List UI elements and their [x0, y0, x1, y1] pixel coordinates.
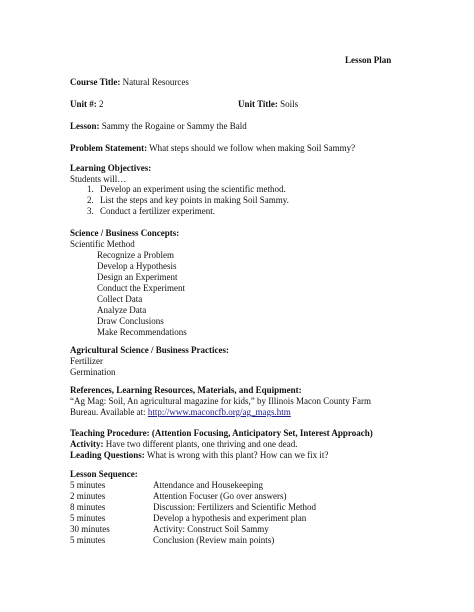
teaching-procedure-heading: Teaching Procedure: (Attention Focusing, Anticipatory Set, Interest Approach) — [70, 428, 373, 438]
ag-practice-item: Germination — [70, 367, 116, 377]
lesson-value: Sammy the Rogaine or Sammy the Bald — [101, 121, 247, 131]
course-title-label: Course Title: — [70, 77, 121, 87]
objectives-intro: Students will… — [70, 174, 127, 184]
objective-item — [87, 184, 286, 194]
problem-statement-label: Problem Statement: — [70, 143, 148, 153]
course-title-line — [70, 77, 189, 87]
sequence-time: 5 minutes — [70, 535, 106, 545]
objectives-heading: Learning Objectives: — [70, 163, 152, 173]
references-line-1: “Ag Mag: Soil, An agricultural magazine for kids,” by Illinois Macon County Farm — [70, 396, 371, 406]
sequence-time: 2 minutes — [70, 491, 106, 501]
unit-title-line — [238, 99, 298, 109]
concept-item: Design an Experiment — [97, 272, 178, 282]
objective-item — [87, 195, 289, 205]
objective-text: Conduct a fertilizer experiment. — [100, 206, 215, 216]
objective-text: Develop an experiment using the scientific method. — [100, 184, 286, 194]
objective-number: 1. — [87, 184, 94, 194]
unit-number-label: Unit #: — [70, 99, 97, 109]
sequence-time: 30 minutes — [70, 524, 110, 534]
concepts-intro: Scientific Method — [70, 239, 135, 249]
references-line-2 — [70, 407, 291, 417]
sequence-time: 8 minutes — [70, 502, 106, 512]
activity-value: Have two different plants, one thriving and one dead. — [105, 439, 298, 449]
objective-text: List the steps and key points in making Soil Sammy. — [100, 195, 289, 205]
concept-item: Analyze Data — [97, 305, 147, 315]
references-heading: References, Learning Resources, Materials, and Equipment: — [70, 385, 302, 395]
activity-label: Activity: — [70, 439, 104, 449]
unit-number-value: 2 — [99, 99, 104, 109]
concept-item: Conduct the Experiment — [97, 283, 185, 293]
sequence-time: 5 minutes — [70, 480, 106, 490]
sequence-description: Activity: Construct Soil Sammy — [153, 524, 269, 534]
ag-practice-item: Fertilizer — [70, 356, 103, 366]
objective-number: 2. — [87, 195, 94, 205]
unit-number-line — [70, 99, 104, 109]
unit-title-label: Unit Title: — [238, 99, 278, 109]
page-title: Lesson Plan — [345, 55, 392, 65]
sequence-description: Develop a hypothesis and experiment plan — [153, 513, 307, 523]
sequence-description: Discussion: Fertilizers and Scientific Method — [153, 502, 316, 512]
references-available-text: Bureau. Available at: — [70, 407, 148, 417]
leading-questions-value: What is wrong with this plant? How can we fix it? — [146, 450, 329, 460]
objective-number: 3. — [87, 206, 94, 216]
sequence-description: Attendance and Housekeeping — [153, 480, 263, 490]
lesson-sequence-heading: Lesson Sequence: — [70, 469, 138, 479]
concept-item: Recognize a Problem — [97, 250, 174, 260]
problem-statement-line — [70, 143, 355, 153]
references-link[interactable]: http://www.maconcfb.org/ag_mags.htm — [147, 407, 291, 417]
sequence-description: Attention Focuser (Go over answers) — [153, 491, 287, 501]
ag-practices-heading: Agricultural Science / Business Practices: — [70, 345, 229, 355]
concept-item: Develop a Hypothesis — [97, 261, 177, 271]
concept-item: Collect Data — [97, 294, 143, 304]
leading-questions-label: Leading Questions: — [70, 450, 145, 460]
sequence-description: Conclusion (Review main points) — [153, 535, 275, 545]
concepts-heading: Science / Business Concepts: — [70, 228, 180, 238]
leading-questions-line — [70, 450, 328, 460]
lesson-label: Lesson: — [70, 121, 100, 131]
sequence-time: 5 minutes — [70, 513, 106, 523]
concept-item: Make Recommendations — [97, 327, 187, 337]
unit-title-value: Soils — [280, 99, 299, 109]
objective-item — [87, 206, 215, 216]
activity-line — [70, 439, 298, 449]
problem-statement-value: What steps should we follow when making Soil Sammy? — [149, 143, 356, 153]
course-title-value: Natural Resources — [122, 77, 189, 87]
concept-item: Draw Conclusions — [97, 316, 164, 326]
lesson-line — [70, 121, 247, 131]
